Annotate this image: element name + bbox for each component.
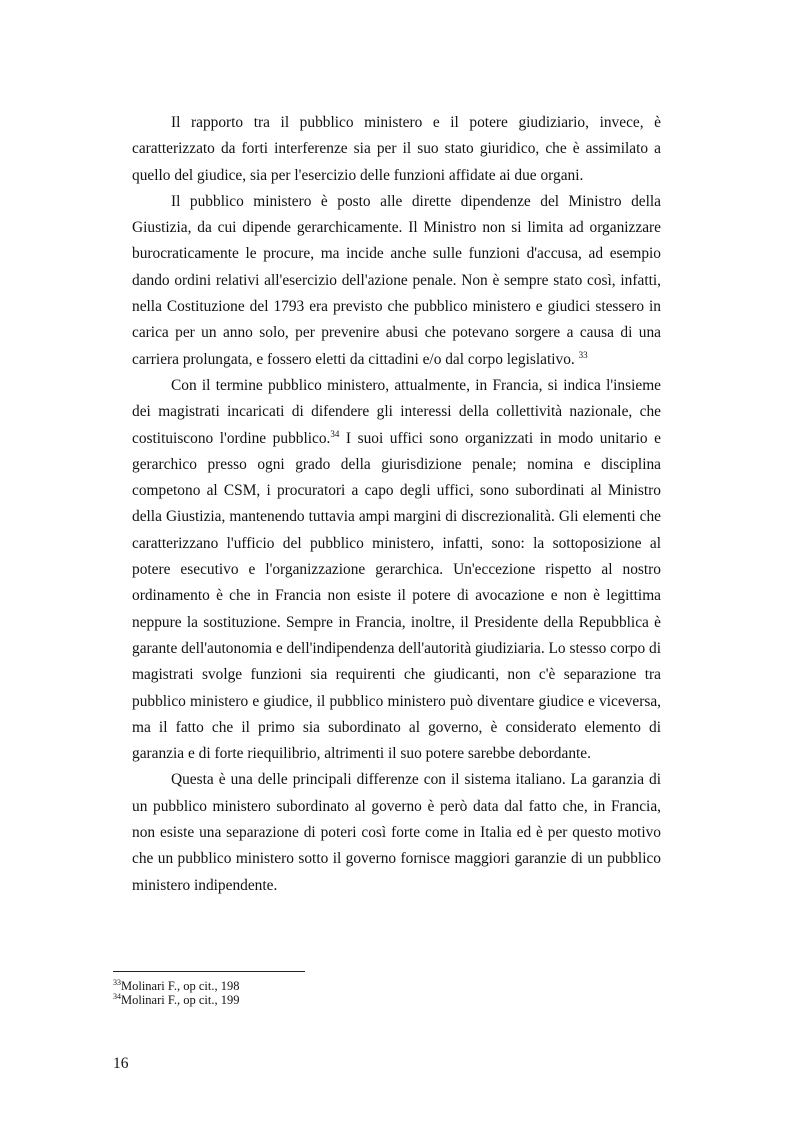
page-number: 16 bbox=[113, 1055, 129, 1072]
footnote-mark: 34 bbox=[113, 992, 121, 1001]
footnote-separator bbox=[113, 971, 305, 972]
paragraph-3 bbox=[132, 373, 661, 767]
footnote-mark: 33 bbox=[113, 978, 121, 987]
footnote-text: Molinari F., op cit., 198 bbox=[121, 979, 240, 993]
footnotes bbox=[113, 979, 513, 1007]
footnote-ref-33: 33 bbox=[578, 349, 588, 360]
footnote-ref-34: 34 bbox=[330, 428, 340, 439]
body-text bbox=[132, 110, 661, 899]
paragraph-text: Il pubblico ministero è posto alle dirette dipendenze del Ministro della Giustizia, da cui dipende gerarchicamente. Il Ministro non si limita ad organizzare burocraticamente le procure, ma incide anche sulle funzioni d'accusa, ad esempio dando ordini relativi all'esercizio dell'azione penale. Non è sempre stato così, infatti, nella Costituzione del 1793 era previsto che pubblico ministero e giudici stessero in carica per un anno solo, per prevenire abusi che potevano sorgere a causa di una carriera prolungata, e fossero eletti da cittadini e/o dal corpo legislativo. bbox=[132, 192, 661, 368]
paragraph-text: Con il termine pubblico ministero, attualmente, in Francia, si indica l'insieme dei magistrati incaricati di difendere gli interessi della collettività nazionale, che costituiscono l'ordine pubblico. bbox=[132, 376, 661, 447]
paragraph-text: Il rapporto tra il pubblico ministero e il potere giudiziario, invece, è caratterizzato da forti interferenze sia per il suo stato giuridico, che è assimilato a quello del giudice, sia per l'esercizio delle funzioni affidate ai due organi. bbox=[132, 114, 661, 184]
paragraph-1 bbox=[132, 110, 661, 189]
footnote-34 bbox=[113, 993, 513, 1007]
paragraph-text: I suoi uffici sono organizzati in modo unitario e gerarchico presso ogni grado della giurisdizione penale; nomina e disciplina competono al CSM, i procuratori a capo degli uffici, sono subordinati al Ministro della Giustizia, mantenendo tuttavia ampi margini di discrezionalità. Gli elementi che caratterizzano l'ufficio del pubblico ministero, infatti, sono: la sottoposizione al potere esecutivo e l'organizzazione gerarchica. Un'eccezione rispetto al nostro ordinamento è che in Francia non esiste il potere di avocazione e non è legittima neppure la sostituzione. Sempre in Francia, inoltre, il Presidente della Repubblica è garante dell'autonomia e dell'indipendenza dell'autorità giudiziaria. Lo stesso corpo di magistrati svolge funzioni sia requirenti che giudicanti, non c'è separazione tra pubblico ministero e giudice, il pubblico ministero può diventare giudice e viceversa, ma il fatto che il primo sia subordinato al governo, è considerato elemento di garanzia e di forte riequilibrio, altrimenti il suo potere sarebbe debordante. bbox=[132, 429, 661, 763]
paragraph-4 bbox=[132, 767, 661, 898]
paragraph-text: Questa è una delle principali differenze con il sistema italiano. La garanzia di un pubblico ministero subordinato al governo è però data dal fatto che, in Francia, non esiste una separazione di poteri così forte come in Italia ed è per questo motivo che un pubblico ministero sotto il governo fornisce maggiori garanzie di un pubblico ministero indipendente. bbox=[132, 771, 661, 894]
paragraph-2 bbox=[132, 189, 661, 373]
footnote-33 bbox=[113, 979, 513, 993]
footnote-text: Molinari F., op cit., 199 bbox=[121, 993, 240, 1007]
